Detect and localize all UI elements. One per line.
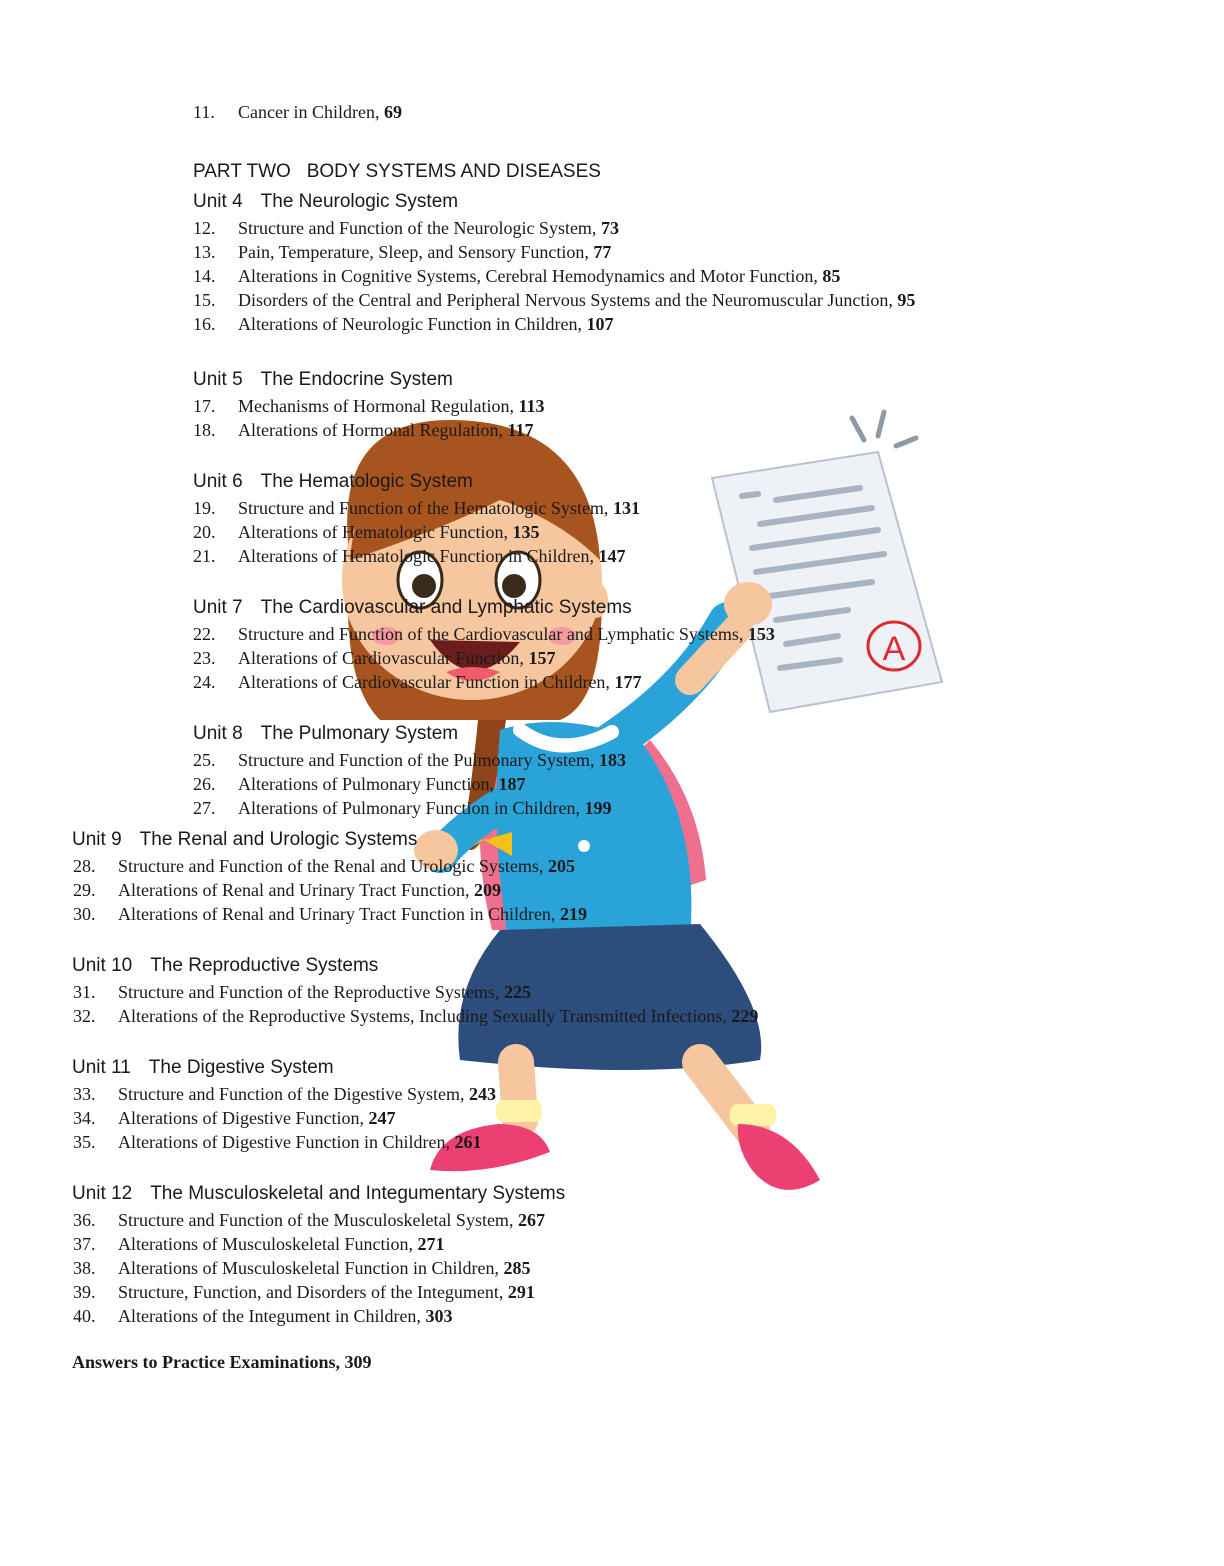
unit-title: The Renal and Urologic Systems: [139, 829, 418, 850]
entry-page: 199: [584, 798, 612, 818]
unit-label: Unit 12: [72, 1183, 133, 1204]
toc-entry: [193, 647, 555, 669]
entry-title: Structure and Function of the Reproductive Systems,: [118, 982, 504, 1002]
entry-number: 18.: [193, 420, 216, 440]
entry-title: Structure and Function of the Hematologic System,: [238, 498, 613, 518]
entry-title: Alterations of the Reproductive Systems, Including Sexually Transmitted Infections,: [118, 1006, 732, 1026]
toc-entry: [73, 1281, 535, 1303]
entry-number: 33.: [73, 1084, 96, 1104]
entry-number: 39.: [73, 1282, 96, 1302]
entry-title: Disorders of the Central and Peripheral Nervous Systems and the Neuromuscular Junction,: [238, 290, 898, 310]
unit-heading-12: [72, 1182, 565, 1206]
toc-entry: [193, 545, 625, 567]
toc-entry: [193, 289, 915, 311]
entry-title: Alterations of Musculoskeletal Function in Children,: [118, 1258, 504, 1278]
toc-entry: [73, 855, 575, 877]
entry-title: Structure and Function of the Renal and Urologic Systems,: [118, 856, 548, 876]
unit-title: The Neurologic System: [260, 191, 459, 212]
entry-title: Alterations of Hematologic Function,: [238, 522, 513, 542]
entry-title: Alterations of Hormonal Regulation,: [238, 420, 508, 440]
entry-number: 25.: [193, 750, 216, 770]
entry-page: 69: [383, 102, 402, 122]
entry-page: 243: [468, 1084, 496, 1104]
entry-title: Mechanisms of Hormonal Regulation,: [238, 396, 519, 416]
entry-page: 291: [507, 1282, 535, 1302]
toc-entry: [73, 1257, 530, 1279]
entry-page: 113: [518, 396, 545, 416]
part-label: PART TWO: [193, 161, 291, 182]
entry-page: 229: [731, 1006, 759, 1026]
entry-title: Alterations of the Integument in Children,: [118, 1306, 426, 1326]
entry-page: 205: [547, 856, 575, 876]
unit-label: Unit 9: [72, 829, 122, 850]
entry-page: 85: [822, 266, 841, 286]
unit-title: The Endocrine System: [260, 369, 453, 390]
part-heading: [193, 160, 601, 184]
entry-title: Structure and Function of the Cardiovascular and Lymphatic Systems,: [238, 624, 748, 644]
toc-entry: [73, 1305, 452, 1327]
unit-label: Unit 6: [193, 471, 243, 492]
toc-entry: [73, 879, 501, 901]
entry-number: 23.: [193, 648, 216, 668]
entry-title: Alterations of Cardiovascular Function in Children,: [238, 672, 615, 692]
unit-title: The Cardiovascular and Lymphatic Systems: [260, 597, 632, 618]
entry-number: 40.: [73, 1306, 96, 1326]
entry-page: 209: [473, 880, 501, 900]
toc-entry: [193, 241, 611, 263]
entry-number: 20.: [193, 522, 216, 542]
toc-entry: [73, 1083, 496, 1105]
entry-title: Alterations of Renal and Urinary Tract Function in Children,: [118, 904, 560, 924]
entry-page: 219: [559, 904, 587, 924]
entry-title: Structure and Function of the Digestive System,: [118, 1084, 469, 1104]
toc-entry: [193, 313, 613, 335]
entry-title: Alterations of Renal and Urinary Tract Function,: [118, 880, 474, 900]
entry-page: 177: [614, 672, 642, 692]
entry-page: 285: [503, 1258, 531, 1278]
toc-entry: [193, 395, 544, 417]
toc-entry: [193, 265, 840, 287]
unit-heading-11: [72, 1056, 334, 1080]
entry-page: 73: [600, 218, 619, 238]
unit-title: The Musculoskeletal and Integumentary Systems: [150, 1183, 566, 1204]
entry-page: 107: [586, 314, 614, 334]
entry-page: 95: [897, 290, 916, 310]
unit-heading-6: [193, 470, 473, 494]
part-title: BODY SYSTEMS AND DISEASES: [306, 161, 601, 182]
unit-label: Unit 5: [193, 369, 243, 390]
unit-heading-7: [193, 596, 632, 620]
entry-title: Alterations of Digestive Function in Children,: [118, 1132, 455, 1152]
entry-number: 37.: [73, 1234, 96, 1254]
entry-number: 38.: [73, 1258, 96, 1278]
entry-number: 22.: [193, 624, 216, 644]
unit-heading-5: [193, 368, 453, 392]
entry-title: Cancer in Children,: [238, 102, 384, 122]
entry-page: 183: [598, 750, 626, 770]
entry-number: 35.: [73, 1132, 96, 1152]
toc-entry: [193, 797, 611, 819]
toc-entry: [193, 419, 533, 441]
entry-number: 36.: [73, 1210, 96, 1230]
entry-page: 147: [598, 546, 626, 566]
unit-title: The Reproductive Systems: [150, 955, 379, 976]
toc-entry: [73, 981, 531, 1003]
entry-page: 153: [747, 624, 775, 644]
entry-title: Alterations of Pulmonary Function,: [238, 774, 499, 794]
toc-entry: [73, 1209, 545, 1231]
entry-number: 28.: [73, 856, 96, 876]
entry-page: 271: [417, 1234, 445, 1254]
entry-page: 77: [593, 242, 612, 262]
entry-page: 261: [454, 1132, 482, 1152]
entry-title: Alterations of Musculoskeletal Function,: [118, 1234, 418, 1254]
entry-page: 225: [503, 982, 531, 1002]
entry-title: Alterations of Cardiovascular Function,: [238, 648, 529, 668]
toc-entry: [73, 1107, 395, 1129]
toc-entry: [73, 1233, 444, 1255]
unit-title: The Hematologic System: [260, 471, 473, 492]
entry-page: 157: [528, 648, 556, 668]
toc-entry: [193, 217, 619, 239]
entry-page: 303: [425, 1306, 453, 1326]
answers-entry: Answers to Practice Examinations, 309: [72, 1352, 372, 1372]
entry-page: 117: [507, 420, 534, 440]
unit-heading-4: [193, 190, 458, 214]
entry-number: 15.: [193, 290, 216, 310]
unit-label: Unit 7: [193, 597, 243, 618]
entry-page: 247: [368, 1108, 396, 1128]
entry-number: 16.: [193, 314, 216, 334]
entry-page: 267: [517, 1210, 545, 1230]
entry-number: 26.: [193, 774, 216, 794]
unit-heading-8: [193, 722, 458, 746]
entry-number: 14.: [193, 266, 216, 286]
entry-number: 29.: [73, 880, 96, 900]
entry-title: Alterations of Hematologic Function in Children,: [238, 546, 599, 566]
entry-number: 21.: [193, 546, 216, 566]
toc-entry: [193, 749, 626, 771]
entry-title: Structure and Function of the Pulmonary System,: [238, 750, 599, 770]
entry-number: 13.: [193, 242, 216, 262]
unit-title: The Digestive System: [148, 1057, 334, 1078]
unit-heading-9: [72, 828, 417, 852]
entry-number: 17.: [193, 396, 216, 416]
toc-entry: [73, 1005, 758, 1027]
entry-title: Alterations of Digestive Function,: [118, 1108, 369, 1128]
entry-title: Alterations of Neurologic Function in Children,: [238, 314, 587, 334]
unit-label: Unit 10: [72, 955, 133, 976]
entry-number: 27.: [193, 798, 216, 818]
unit-label: Unit 4: [193, 191, 243, 212]
entry-title: Alterations in Cognitive Systems, Cerebral Hemodynamics and Motor Function,: [238, 266, 823, 286]
entry-title: Structure, Function, and Disorders of the Integument,: [118, 1282, 508, 1302]
entry-number: 30.: [73, 904, 96, 924]
toc-entry: [73, 903, 587, 925]
entry-title: Structure and Function of the Neurologic System,: [238, 218, 601, 238]
unit-title: The Pulmonary System: [260, 723, 459, 744]
unit-label: Unit 8: [193, 723, 243, 744]
entry-title: Pain, Temperature, Sleep, and Sensory Function,: [238, 242, 594, 262]
entry-title: Alterations of Pulmonary Function in Children,: [238, 798, 585, 818]
entry-number: 24.: [193, 672, 216, 692]
toc-entry: [193, 773, 525, 795]
entry-page: 187: [498, 774, 526, 794]
entry-number: 32.: [73, 1006, 96, 1026]
toc-entry: [193, 671, 641, 693]
toc-entry-11: [193, 101, 402, 123]
unit-heading-10: [72, 954, 378, 978]
grade-mark: A: [882, 630, 906, 668]
entry-number: 19.: [193, 498, 216, 518]
toc-entry: [73, 1131, 481, 1153]
entry-number: 31.: [73, 982, 96, 1002]
entry-page: 131: [612, 498, 640, 518]
toc-entry: [193, 497, 640, 519]
entry-number: 34.: [73, 1108, 96, 1128]
toc-entry: [193, 623, 775, 645]
entry-page: 135: [512, 522, 540, 542]
entry-title: Structure and Function of the Musculoskeletal System,: [118, 1210, 518, 1230]
entry-number: 11.: [193, 102, 215, 122]
entry-number: 12.: [193, 218, 216, 238]
unit-label: Unit 11: [72, 1057, 131, 1078]
toc-entry: [193, 521, 539, 543]
